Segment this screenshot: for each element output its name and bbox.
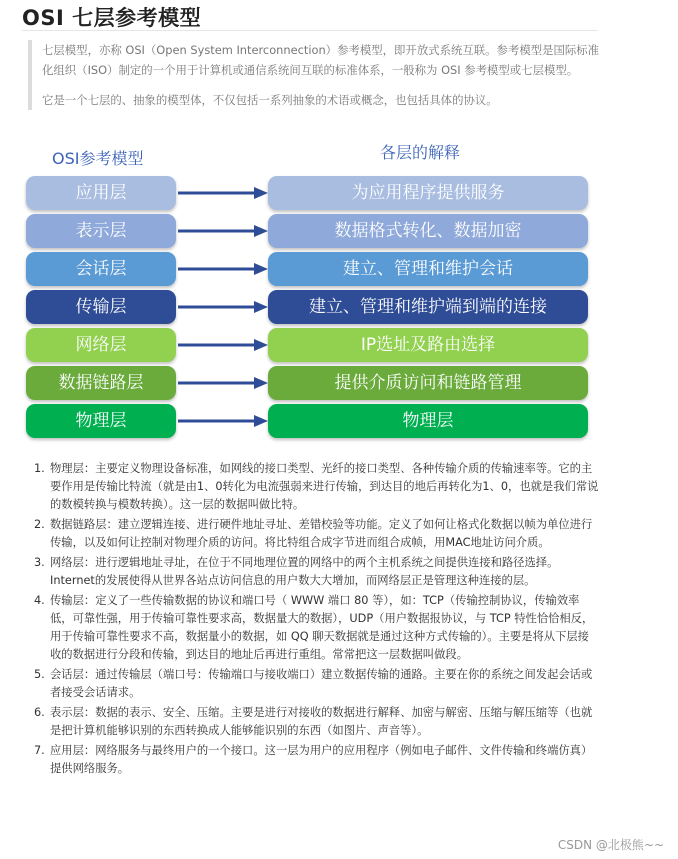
layer-transport: 传输层 [26, 290, 176, 324]
list-item-number: 5. [34, 668, 45, 681]
list-item-number: 7. [34, 744, 45, 757]
list-item [34, 516, 599, 552]
list-item-text: 会话层：通过传输层（端口号：传输端口与接收端口）建立数据传输的通路。主要在你的系统之间发起会话或者接受会话请求。 [50, 668, 593, 699]
list-item-text: 数据链路层：建立逻辑连接、进行硬件地址寻址、差错校验等功能。定义了如何让格式化数据以帧为单位进行传输，以及如何让控制对物理介质的访问。将比特组合成字节进而组合成帧，用MAC地址访问介质。 [50, 518, 593, 549]
list-item-text: 物理层：主要定义物理设备标准，如网线的接口类型、光纤的接口类型、各种传输介质的传输速率等。它的主要作用是传输比特流（就是由1、0转化为电流强弱来进行传输，到达目的地后再转化为1、0，也就是我们常说的数模转换与模数转换）。这一层的数据叫做比特。 [50, 462, 599, 511]
list-item-text: 网络层：进行逻辑地址寻址，在位于不同地理位置的网络中的两个主机系统之间提供连接和路径选择。Internet的发展使得从世界各站点访问信息的用户数大大增加，而网络层正是管理这种连接的层。 [50, 556, 559, 587]
layer-data-link: 数据链路层 [26, 366, 176, 400]
list-item-number: 3. [34, 556, 45, 569]
layer-description-list [34, 460, 599, 780]
explanation-transport: 建立、管理和维护端到端的连接 [268, 290, 588, 324]
list-item-number: 6. [34, 706, 45, 719]
list-item-number: 1. [34, 462, 45, 475]
title-divider [22, 30, 598, 31]
explanation-physical: 物理层 [268, 404, 588, 438]
arrow-right-icon [176, 414, 268, 428]
layer-physical: 物理层 [26, 404, 176, 438]
list-item [34, 704, 599, 740]
intro-paragraph-1: 七层模型，亦称 OSI（Open System Interconnection）参考模型，即开放式系统互联。参考模型是国际标准化组织（ISO）制定的一个用于计算机或通信系统间互联的标准体系，一般称为 OSI 参考模型或七层模型。 [42, 43, 600, 77]
list-item-text: 传输层：定义了一些传输数据的协议和端口号（ WWW 端口 80 等），如：TCP（传输控制协议，传输效率低，可靠性强，用于传输可靠性要求高，数据量大的数据），UDP（用户数据报协议，与 TCP 特性恰恰相反，用于传输可靠性要求不高，数据量小的数据，如 QQ 聊天数据就是通过这种方式传输的）。主要是将从下层接收的数据进行分段和传输，到达目的地址后再进行重组。常常把这一层数据叫做段。 [50, 594, 594, 661]
diagram-right-heading: 各层的解释 [380, 143, 461, 162]
explanation-network: IP选址及路由选择 [268, 328, 588, 362]
arrow-right-icon [176, 376, 268, 390]
list-item [34, 666, 599, 702]
watermark: CSDN @北极熊~~ [557, 838, 664, 852]
osi-diagram [24, 140, 594, 440]
layer-presentation: 表示层 [26, 214, 176, 248]
list-item-number: 4. [34, 594, 45, 607]
arrow-right-icon [176, 224, 268, 238]
explanation-presentation: 数据格式转化、数据加密 [268, 214, 588, 248]
diagram-left-heading: OSI参考模型 [52, 149, 144, 168]
arrow-right-icon [176, 186, 268, 200]
list-item [34, 554, 599, 590]
intro-blockquote [28, 40, 602, 110]
arrow-right-icon [176, 262, 268, 276]
layer-application: 应用层 [26, 176, 176, 210]
explanation-application: 为应用程序提供服务 [268, 176, 588, 210]
explanation-session: 建立、管理和维护会话 [268, 252, 588, 286]
list-item [34, 742, 599, 778]
layer-session: 会话层 [26, 252, 176, 286]
page-title: OSI 七层参考模型 [22, 6, 202, 30]
list-item-text: 应用层：网络服务与最终用户的一个接口。这一层为用户的应用程序（例如电子邮件、文件传输和终端仿真）提供网络服务。 [50, 744, 593, 775]
list-item [34, 592, 599, 664]
arrow-right-icon [176, 300, 268, 314]
intro-paragraph-2: 它是一个七层的、抽象的模型体，不仅包括一系列抽象的术语或概念，也包括具体的协议。 [42, 93, 498, 107]
list-item-number: 2. [34, 518, 45, 531]
list-item [34, 460, 599, 514]
list-item-text: 表示层：数据的表示、安全、压缩。主要是进行对接收的数据进行解释、加密与解密、压缩与解压缩等（也就是把计算机能够识别的东西转换成人能够能识别的东西（如图片、声音等）。 [50, 706, 593, 737]
arrow-right-icon [176, 338, 268, 352]
explanation-data-link: 提供介质访问和链路管理 [268, 366, 588, 400]
layer-network: 网络层 [26, 328, 176, 362]
